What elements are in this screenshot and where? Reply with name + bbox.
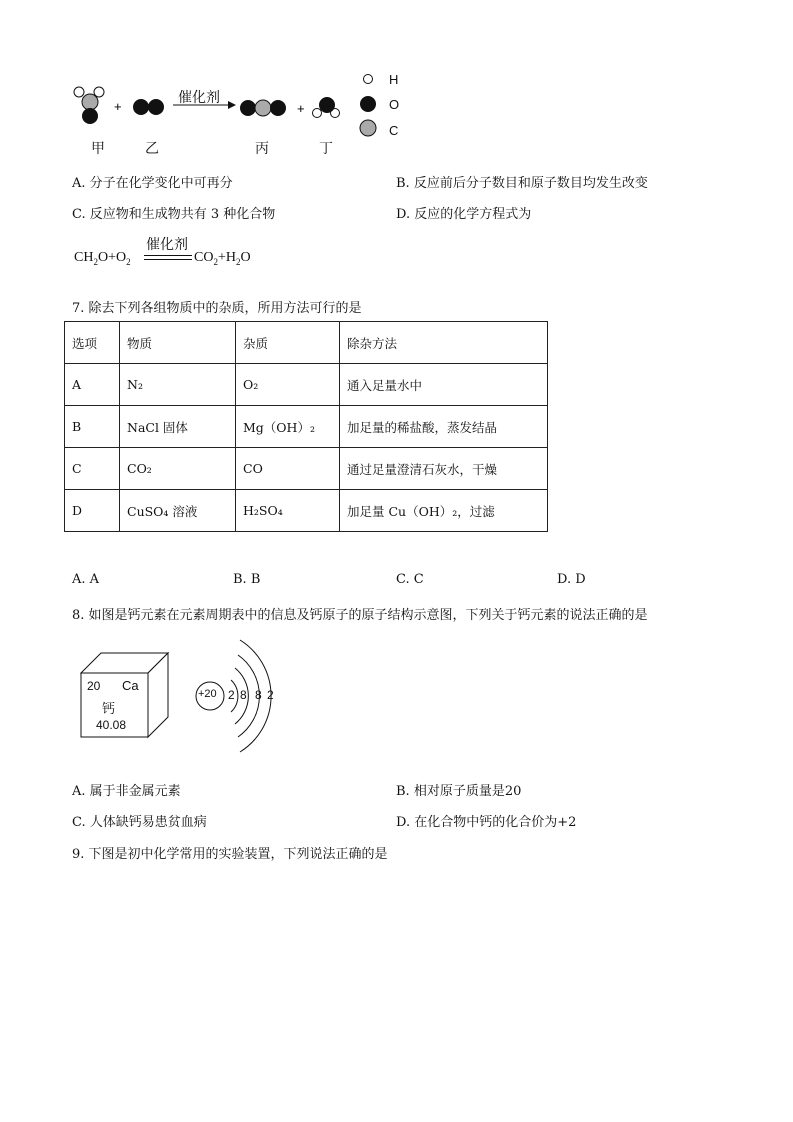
q7-answer-d[interactable]: D. D [557, 572, 586, 587]
eq-products: $CO_2+H_2O$ [194, 250, 251, 267]
q8-option-c[interactable]: C. 人体缺钙易患贫血病 [72, 815, 207, 830]
q8-option-d[interactable]: D. 在化合物中钙的化合价为+2 [396, 815, 577, 830]
table-cell: 通入足量水中 [340, 364, 548, 406]
table-row [65, 448, 548, 490]
catalyst-label: 催化剂 [178, 90, 220, 106]
plus-2: + [297, 101, 305, 116]
table-cell: 选项 [65, 322, 120, 364]
molecule-jia [74, 87, 104, 124]
plus-1: + [114, 99, 122, 114]
table-cell: 加足量的稀盐酸，蒸发结晶 [340, 406, 548, 448]
table-cell: CO [236, 448, 340, 490]
molecule-ding [313, 97, 340, 118]
table-cell: 除杂方法 [340, 322, 548, 364]
molecule-bing [240, 100, 286, 116]
shell-electrons-3: 8 [255, 688, 262, 702]
legend-o: O [389, 97, 400, 112]
q7-answer-a[interactable]: A. A [72, 572, 100, 587]
label-ding: 丁 [319, 141, 333, 157]
table-cell: H₂SO₄ [236, 490, 340, 532]
label-jia: 甲 [91, 141, 105, 157]
atom-legend [358, 70, 418, 140]
legend-o-circle [360, 96, 376, 112]
table-cell: CO₂ [120, 448, 236, 490]
element-number: 20 [87, 679, 101, 693]
label-bing: 丙 [255, 141, 269, 157]
q6-option-c[interactable]: C. 反应物和生成物共有 3 种化合物 [72, 207, 276, 222]
nucleus-charge: +20 [198, 688, 217, 700]
table-cell: NaCl 固体 [120, 406, 236, 448]
table-cell: N₂ [120, 364, 236, 406]
element-mass: 40.08 [96, 718, 127, 732]
eq-reactants: $CH_2O+O_2$ [74, 250, 131, 267]
legend-h: H [389, 72, 399, 87]
table-row [65, 490, 548, 532]
label-yi: 乙 [145, 141, 159, 157]
table-cell: 杂质 [236, 322, 340, 364]
table-cell: B [65, 406, 120, 448]
table-cell: A [65, 364, 120, 406]
shell-electrons-4: 2 [267, 688, 274, 702]
molecule-yi [133, 99, 164, 115]
q7-title: 7. 除去下列各组物质中的杂质，所用方法可行的是 [72, 301, 362, 316]
element-symbol: Ca [122, 678, 139, 693]
legend-c-circle [360, 120, 376, 136]
q6-option-b[interactable]: B. 反应前后分子数目和原子数目均发生改变 [396, 176, 648, 191]
table-row [65, 406, 548, 448]
q8-option-a[interactable]: A. 属于非金属元素 [72, 784, 181, 799]
q7-answer-b[interactable]: B. B [233, 572, 261, 587]
table-cell: CuSO₄ 溶液 [120, 490, 236, 532]
eq-double-line [144, 255, 192, 260]
legend-h-circle [364, 75, 373, 84]
q7-table [64, 321, 548, 532]
shell-electrons-2: 8 [240, 688, 247, 702]
q8-option-b[interactable]: B. 相对原子质量是20 [396, 784, 522, 799]
table-cell: C [65, 448, 120, 490]
table-row [65, 364, 548, 406]
eq-catalyst: 催化剂 [146, 238, 188, 253]
table-header-row [65, 322, 548, 364]
q8-title: 8. 如图是钙元素在元素周期表中的信息及钙原子的原子结构示意图，下列关于钙元素的说法正确的是 [72, 608, 648, 623]
table-cell: 物质 [120, 322, 236, 364]
element-name: 钙 [102, 701, 116, 716]
legend-c: C [389, 123, 399, 138]
table-cell: 加足量 Cu（OH）₂，过滤 [340, 490, 548, 532]
table-cell: D [65, 490, 120, 532]
chemical-equation [74, 236, 294, 272]
q9-title: 9. 下图是初中化学常用的实验装置，下列说法正确的是 [72, 847, 388, 862]
q6-option-d[interactable]: D. 反应的化学方程式为 [396, 207, 532, 222]
shell-electrons-1: 2 [228, 688, 235, 702]
table-cell: 通过足量澄清石灰水，干燥 [340, 448, 548, 490]
table-cell: O₂ [236, 364, 340, 406]
table-cell: Mg（OH）₂ [236, 406, 340, 448]
q7-answer-c[interactable]: C. C [396, 572, 424, 587]
q6-option-a[interactable]: A. 分子在化学变化中可再分 [72, 176, 233, 191]
